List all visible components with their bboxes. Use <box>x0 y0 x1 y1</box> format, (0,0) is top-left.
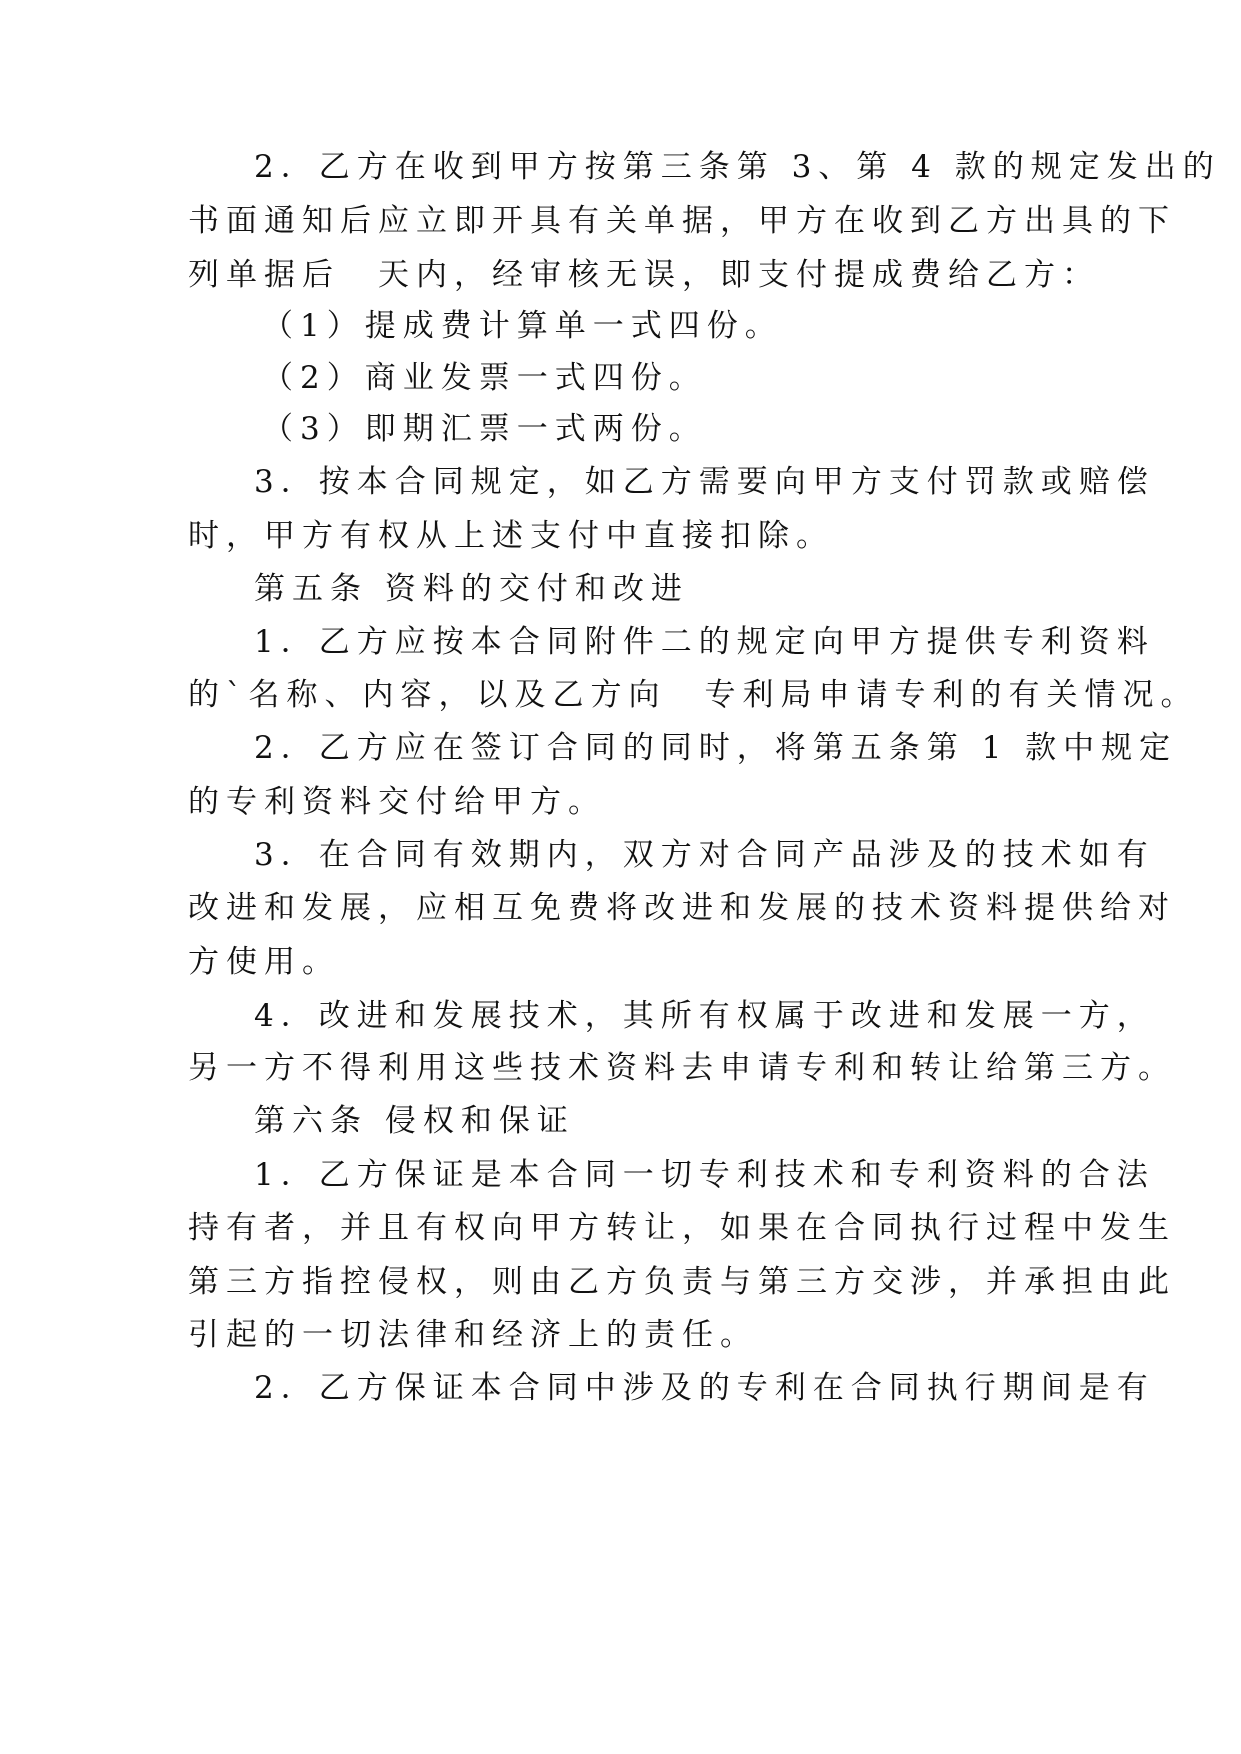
paragraph-line: 2．乙方应在签订合同的同时，将第五条第 1 款中规定 <box>254 730 1178 766</box>
list-item: （3）即期汇票一式两份。 <box>262 411 707 447</box>
list-item: （2）商业发票一式四份。 <box>262 360 707 396</box>
paragraph-line: 时，甲方有权从上述支付中直接扣除。 <box>188 518 834 554</box>
paragraph-line: 的`名称、内容，以及乙方向 专利局申请专利的有关情况。 <box>188 677 1199 713</box>
paragraph-line: 3．在合同有效期内，双方对合同产品涉及的技术如有 <box>254 837 1155 873</box>
paragraph-line: 2．乙方保证本合同中涉及的专利在合同执行期间是有 <box>254 1370 1155 1406</box>
paragraph-line: 书面通知后应立即开具有关单据，甲方在收到乙方出具的下 <box>188 203 1176 239</box>
section-heading: 第六条 侵权和保证 <box>254 1103 575 1139</box>
paragraph-line: 4．改进和发展技术，其所有权属于改进和发展一方， <box>254 998 1155 1034</box>
paragraph-line: 另一方不得利用这些技术资料去申请专利和转让给第三方。 <box>188 1050 1176 1086</box>
paragraph-line: 方使用。 <box>188 944 340 980</box>
paragraph-line: 的专利资料交付给甲方。 <box>188 784 606 820</box>
paragraph-line: 持有者，并且有权向甲方转让，如果在合同执行过程中发生 <box>188 1210 1176 1246</box>
paragraph-line: 第三方指控侵权，则由乙方负责与第三方交涉，并承担由此 <box>188 1264 1176 1300</box>
paragraph-line: 3．按本合同规定，如乙方需要向甲方支付罚款或赔偿 <box>254 464 1155 500</box>
list-item: （1）提成费计算单一式四份。 <box>262 308 783 344</box>
paragraph-line: 2．乙方在收到甲方按第三条第 3、第 4 款的规定发出的 <box>254 149 1221 185</box>
paragraph-line: 1．乙方保证是本合同一切专利技术和专利资料的合法 <box>254 1157 1155 1193</box>
section-heading: 第五条 资料的交付和改进 <box>254 571 689 607</box>
paragraph-line: 改进和发展，应相互免费将改进和发展的技术资料提供给对 <box>188 890 1176 926</box>
paragraph-line: 列单据后 天内，经审核无误，即支付提成费给乙方： <box>188 257 1100 293</box>
paragraph-line: 1．乙方应按本合同附件二的规定向甲方提供专利资料 <box>254 624 1155 660</box>
paragraph-line: 引起的一切法律和经济上的责任。 <box>188 1317 758 1353</box>
